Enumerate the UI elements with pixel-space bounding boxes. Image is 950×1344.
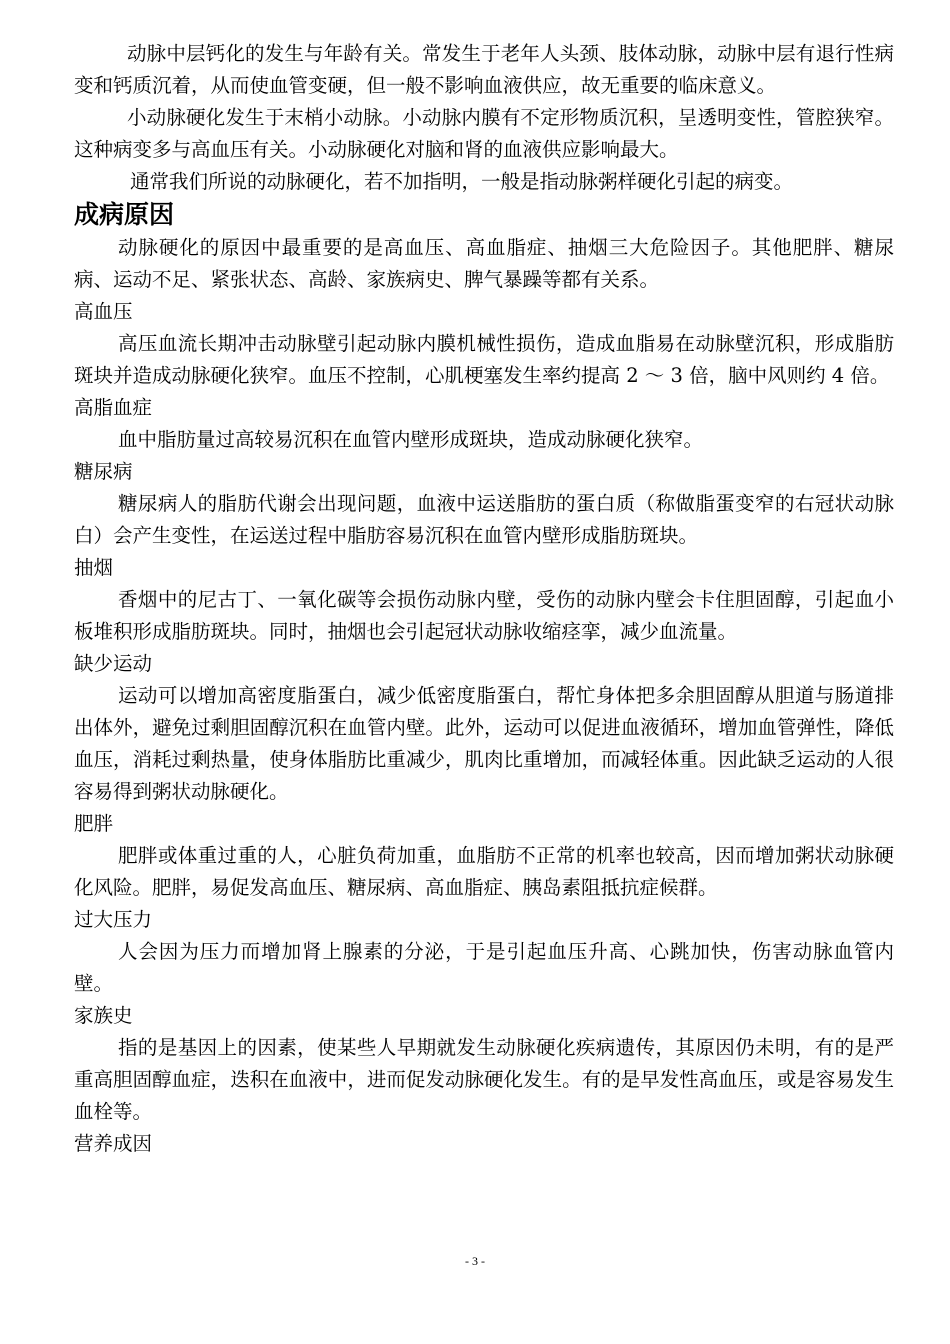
subheading-obesity: 肥胖 — [74, 812, 114, 835]
paragraph-family-history: 指的是基因上的因素，使某些人早期就发生动脉硬化疾病遗传，其原因仍未明，有的是严重高胆固醇血症，迭积在血液中，进而促发动脉硬化发生。有的是早发性高血压，或是容易发生血栓等。 — [74, 1036, 894, 1123]
subheading-hyperlipidemia: 高脂血症 — [74, 396, 153, 419]
subheading-smoking: 抽烟 — [74, 556, 114, 579]
subheading-nutrition: 营养成因 — [74, 1132, 153, 1155]
paragraph-stress: 人会因为压力而增加肾上腺素的分泌，于是引起血压升高、心跳加快，伤害动脉血管内壁。 — [74, 940, 894, 995]
paragraph-hyperlipidemia: 血中脂肪量过高较易沉积在血管内壁形成斑块，造成动脉硬化狭窄。 — [118, 428, 704, 451]
paragraph-diabetes: 糖尿病人的脂肪代谢会出现问题，血液中运送脂肪的蛋白质（称做脂蛋变窄的右冠状动脉白）会产生变性，在运送过程中脂肪容易沉积在血管内壁形成脂肪斑块。 — [74, 492, 894, 547]
subheading-lack-of-exercise: 缺少运动 — [74, 652, 153, 675]
page-number: - 3 - — [465, 1254, 485, 1268]
subheading-hypertension: 高血压 — [74, 300, 133, 323]
paragraph-definition-note: 通常我们所说的动脉硬化，若不加指明，一般是指动脉粥样硬化引起的病变。 — [130, 170, 794, 193]
paragraph-smoking: 香烟中的尼古丁、一氧化碳等会损伤动脉内壁，受伤的动脉内壁会卡住胆固醇，引起血小板堆积形成脂肪斑块。同时，抽烟也会引起冠状动脉收缩痉挛，减少血流量。 — [74, 588, 894, 643]
paragraph-medial-calcification: 动脉中层钙化的发生与年龄有关。常发生于老年人头颈、肢体动脉，动脉中层有退行性病变和钙质沉着，从而使血管变硬，但一般不影响血液供应，故无重要的临床意义。 — [74, 42, 894, 97]
paragraph-hypertension: 高压血流长期冲击动脉壁引起动脉内膜机械性损伤，造成血脂易在动脉壁沉积，形成脂肪斑块并造成动脉硬化狭窄。血压不控制，心肌梗塞发生率约提高 2 ～ 3 倍，脑中风则约 4 倍。 — [74, 332, 894, 387]
paragraph-arteriolosclerosis: 小动脉硬化发生于末梢小动脉。小动脉内膜有不定形物质沉积，呈透明变性，管腔狭窄。这种病变多与高血压有关。小动脉硬化对脑和肾的血液供应影响最大。 — [74, 106, 894, 161]
paragraph-obesity: 肥胖或体重过重的人，心脏负荷加重，血脂肪不正常的机率也较高，因而增加粥状动脉硬化风险。肥胖，易促发高血压、糖尿病、高血脂症、胰岛素阻抵抗症候群。 — [74, 844, 894, 899]
subheading-stress: 过大压力 — [74, 908, 153, 931]
subheading-diabetes: 糖尿病 — [74, 460, 133, 483]
paragraph-lack-of-exercise: 运动可以增加高密度脂蛋白，减少低密度脂蛋白，帮忙身体把多余胆固醇从胆道与肠道排出体外，避免过剩胆固醇沉积在血管内壁。此外，运动可以促进血液循环，增加血管弹性，降低血压，消耗过剩热量，使身体脂肪比重减少，肌肉比重增加，而减轻体重。因此缺乏运动的人很容易得到粥状动脉硬化。 — [74, 684, 894, 803]
subheading-family-history: 家族史 — [74, 1004, 133, 1027]
paragraph-causes-overview: 动脉硬化的原因中最重要的是高血压、高血脂症、抽烟三大危险因子。其他肥胖、糖尿病、运动不足、紧张状态、高龄、家族病史、脾气暴躁等都有关系。 — [74, 236, 894, 291]
document-body — [74, 38, 894, 1160]
section-heading-causes: 成病原因 — [74, 200, 175, 229]
